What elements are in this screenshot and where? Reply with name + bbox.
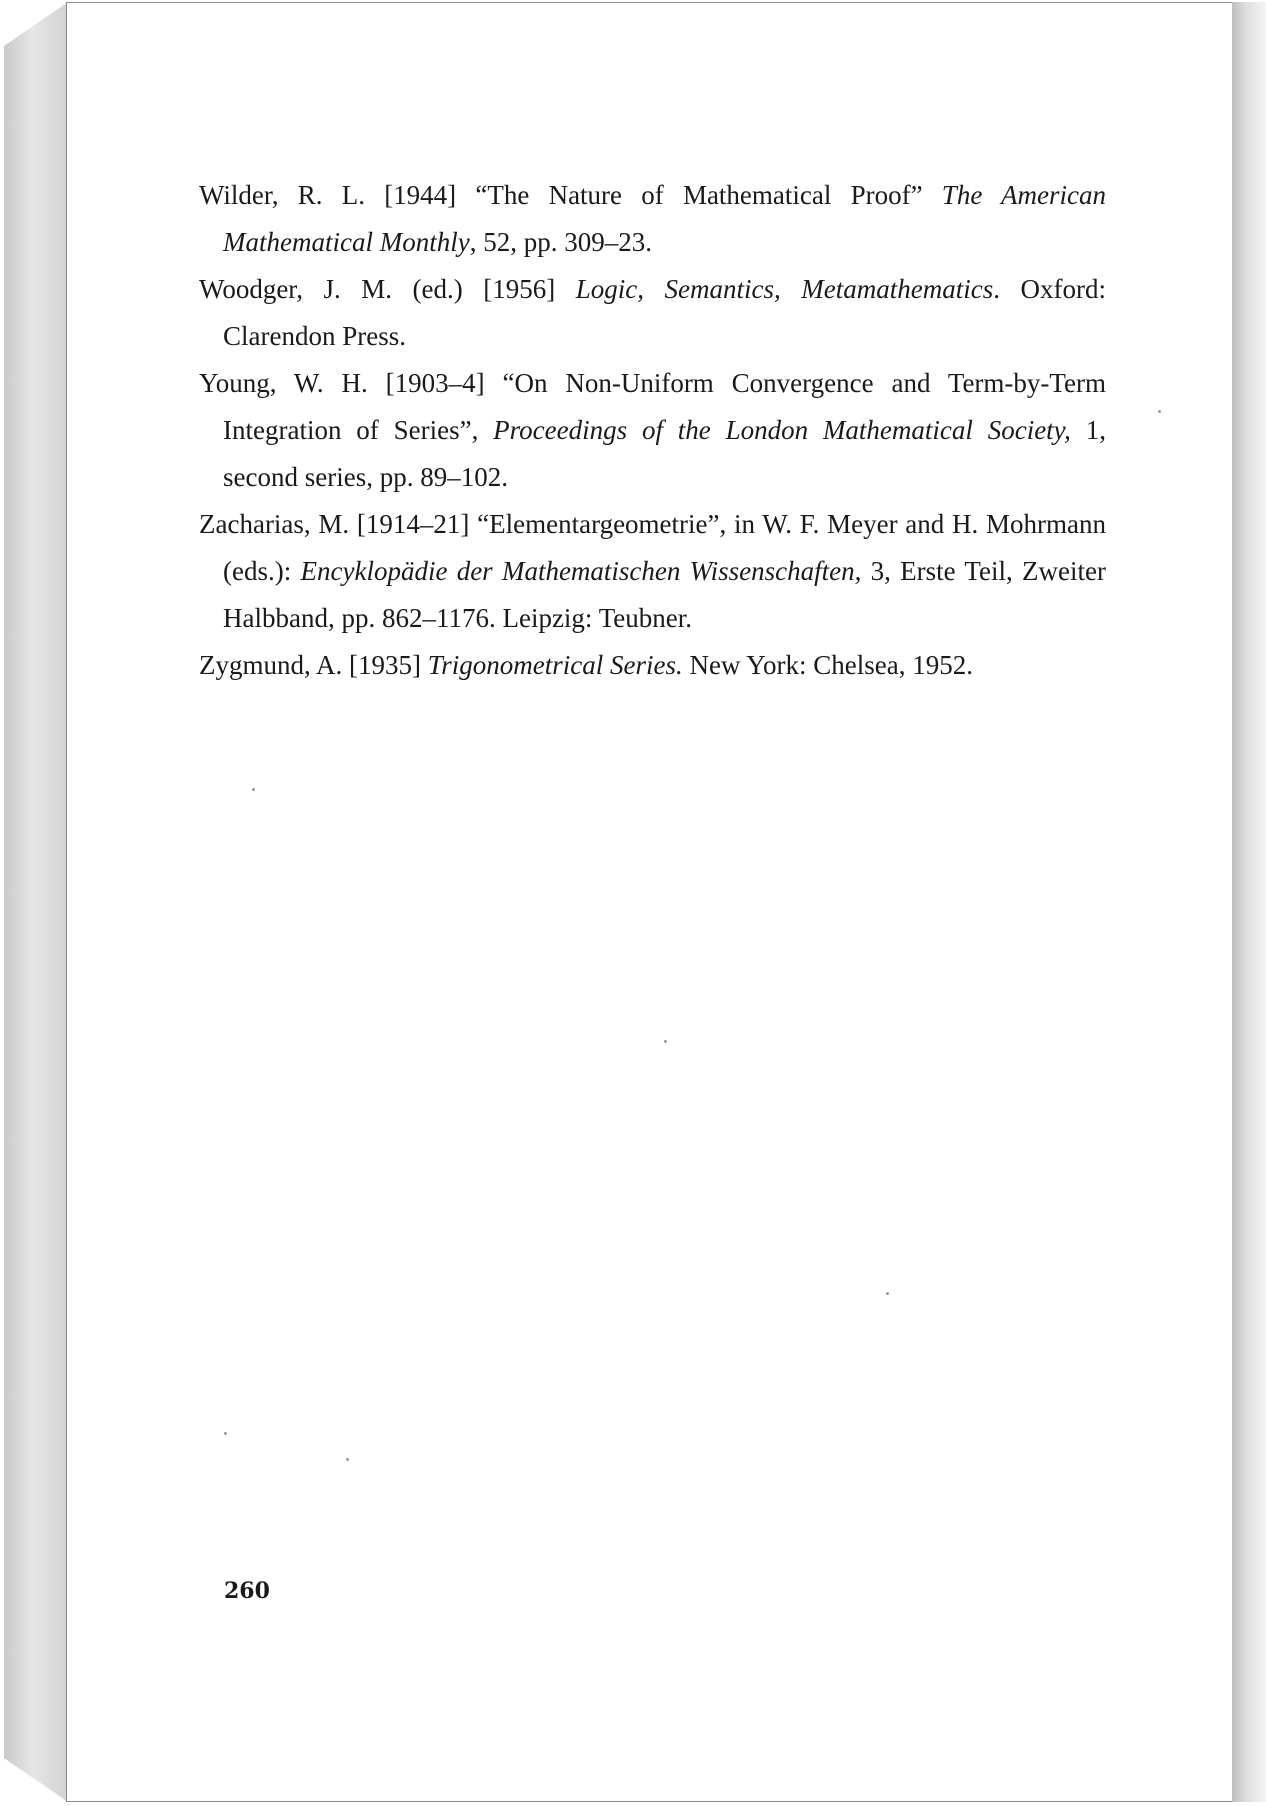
bibliography-list (199, 172, 1106, 689)
reference-text: Zacharias, M. [1914–21] “Elementargeometrie”, in W. F. Meyer and H. Mohrmann (eds.): (199, 509, 1106, 586)
reference-book-title: Trigonometrical Series. (427, 650, 683, 680)
reference-book-title: Logic, Semantics, Metamathematics (575, 274, 994, 304)
reference-journal-title: Proceedings of the London Mathematical Society, (493, 415, 1071, 445)
reference-text: Woodger, J. M. (ed.) [1956] (199, 274, 576, 304)
reference-entry-wilder (199, 172, 1106, 266)
reference-details: , 52, pp. 309–23. (469, 227, 652, 257)
scan-speck (1158, 410, 1161, 413)
reference-entry-young (199, 360, 1106, 501)
scan-speck (346, 1458, 349, 1461)
page-shadow (1232, 2, 1266, 1802)
page-number: 260 (224, 1578, 270, 1604)
reference-entry-woodger (199, 266, 1106, 360)
scan-speck (664, 1040, 667, 1043)
book-edge (4, 2, 68, 1802)
reference-text: Zygmund, A. [1935] (199, 650, 428, 680)
scan-speck (886, 1292, 889, 1295)
reference-entry-zacharias (199, 501, 1106, 642)
reference-entry-zygmund (199, 642, 1106, 689)
reference-details: New York: Chelsea, 1952. (682, 650, 973, 680)
reference-journal-title: The American Mathematical Monthly (223, 180, 1106, 257)
reference-details: 1, second series, pp. 89–102. (223, 415, 1107, 492)
reference-details: . Oxford: Clarendon Press. (223, 274, 1106, 351)
scan-speck (224, 1432, 227, 1435)
scan-speck (252, 788, 255, 791)
reference-details: 3, Erste Teil, Zweiter Halbband, pp. 862–1176. Leipzig: Teubner. (223, 556, 1106, 633)
reference-book-title: Encyklopädie der Mathematischen Wissenschaften, (300, 556, 862, 586)
reference-text: Young, W. H. [1903–4] “On Non-Uniform Convergence and Term-by-Term Integration of Series”, (199, 368, 1106, 445)
reference-text: Wilder, R. L. [1944] “The Nature of Mathematical Proof” (199, 180, 942, 210)
